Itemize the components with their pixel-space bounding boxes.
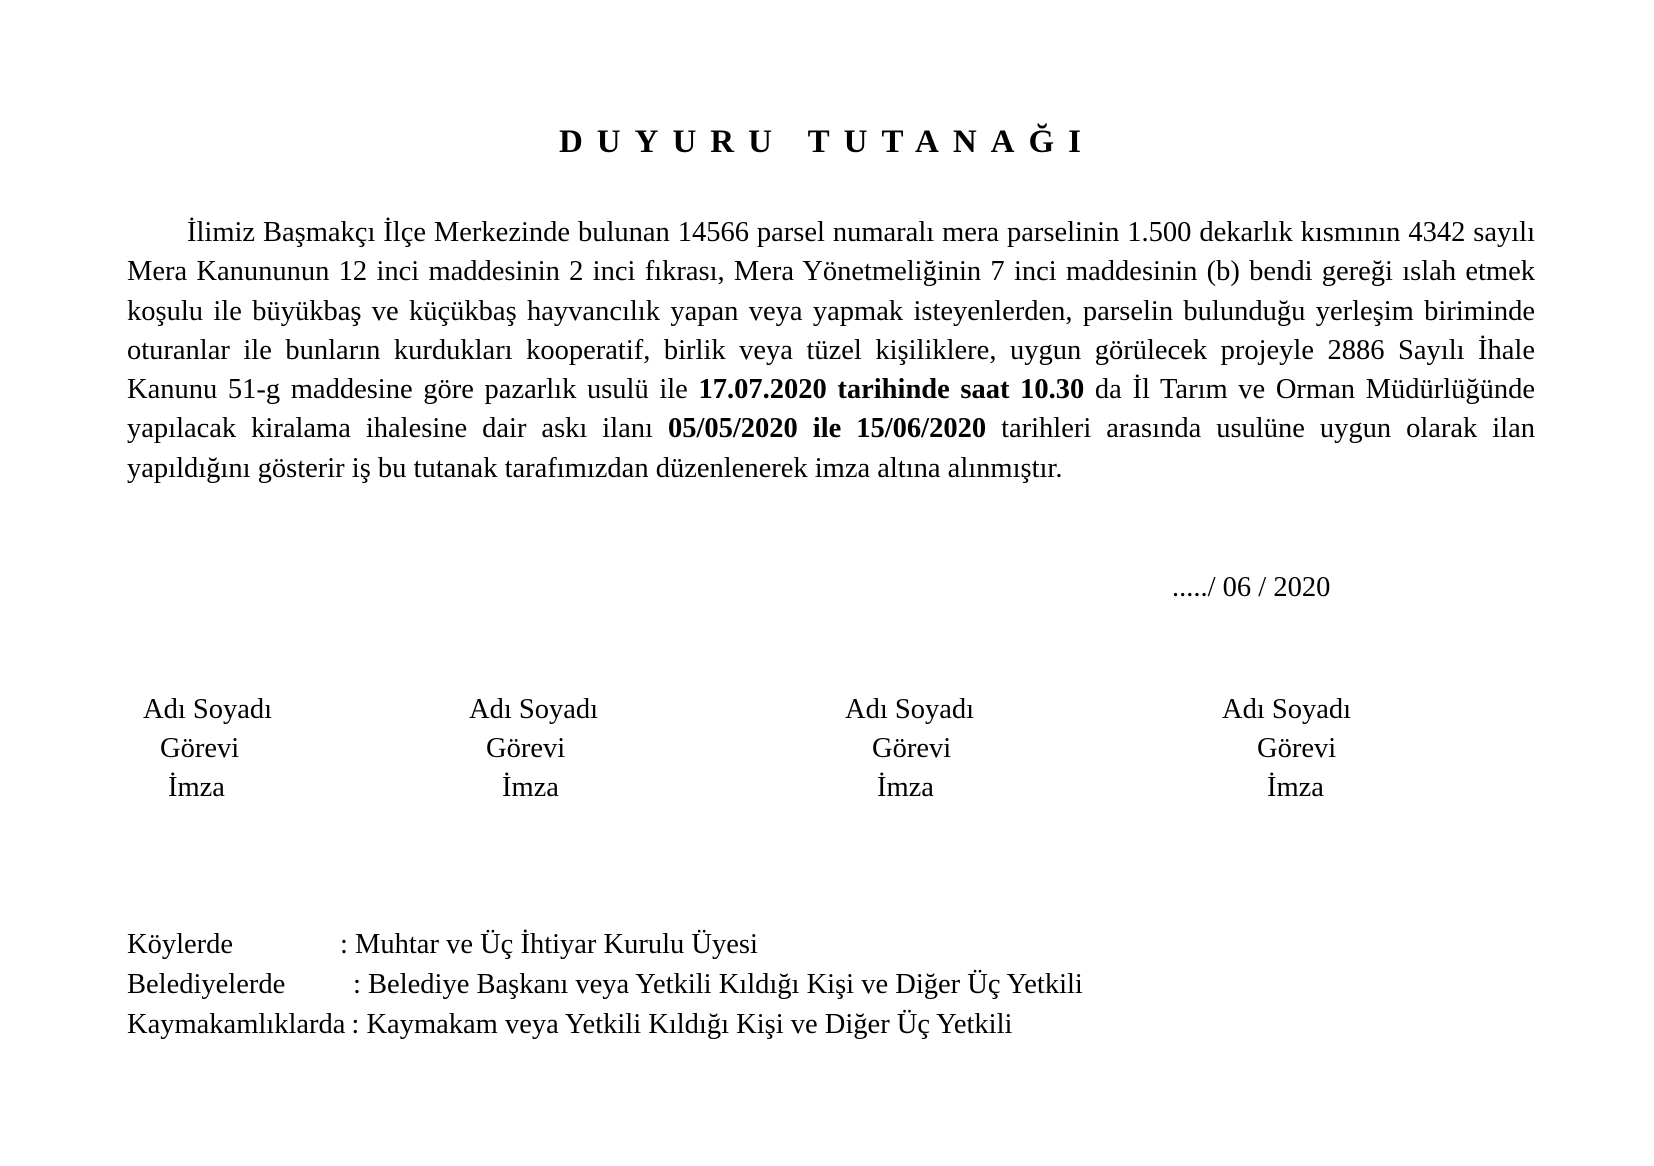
signature-block-4 — [1222, 690, 1442, 807]
announcement-body — [127, 213, 1535, 488]
signature-name-label: Adı Soyadı — [469, 694, 599, 725]
footer-row-belediyelerde — [127, 965, 1083, 1005]
signature-block-2 — [469, 690, 689, 807]
posting-period: 05/05/2020 ile 15/06/2020 — [667, 413, 987, 445]
signature-role-label: Görevi — [160, 733, 240, 764]
document-date: ...../ 06 / 2020 — [1172, 572, 1331, 603]
signature-sign-label: İmza — [168, 772, 225, 803]
footer-label: Belediyelerde — [127, 969, 286, 1000]
body-text-part-3: tarihleri arasında usulüne uygun olarak ilan yapıldığını gösterir iş bu tutanak tarafımızdan düzenlenerek imza altına alınmıştır. — [127, 413, 1535, 484]
footer-row-kaymakamliklarda — [127, 1005, 1012, 1045]
footer-value: : Muhtar ve Üç İhtiyar Kurulu Üyesi — [340, 929, 758, 960]
signature-role-label: Görevi — [872, 733, 952, 764]
footer-row-koylerde — [127, 925, 758, 965]
signature-sign-label: İmza — [877, 772, 934, 803]
signature-block-1 — [143, 690, 363, 807]
body-text-part-2: da İl Tarım ve Orman Müdürlüğünde yapılacak kiralama ihalesine dair askı ilanı — [127, 374, 1536, 445]
footer-value: : Belediye Başkanı veya Yetkili Kıldığı Kişi ve Diğer Üç Yetkili — [353, 969, 1083, 1000]
signature-role-label: Görevi — [486, 733, 566, 764]
signature-name-label: Adı Soyadı — [845, 694, 975, 725]
signature-name-label: Adı Soyadı — [1222, 694, 1352, 725]
signature-name-label: Adı Soyadı — [143, 694, 273, 725]
signature-sign-label: İmza — [1267, 772, 1324, 803]
footer-label: Kaymakamlıklarda — [127, 1009, 346, 1040]
auction-date-time: 17.07.2020 tarihinde saat 10.30 — [698, 374, 1085, 406]
signature-role-label: Görevi — [1257, 733, 1337, 764]
footer-value: : Kaymakam veya Yetkili Kıldığı Kişi ve Diğer Üç Yetkili — [351, 1009, 1013, 1040]
signature-block-3 — [845, 690, 1065, 807]
document-title: DUYURU TUTANAĞI — [558, 124, 1096, 160]
signature-sign-label: İmza — [502, 772, 559, 803]
footer-label: Köylerde — [127, 929, 234, 960]
body-text-part-1: İlimiz Başmakçı İlçe Merkezinde bulunan 14566 parsel numaralı mera parselinin 1.500 dekarlık kısmının 4342 sayılı Mera Kanununun 12 inci maddesinin 2 inci fıkrası, Mera Yönetmeliğinin 7 inci maddesinin (b) bendi gereği ıslah etmek koşulu ile büyükbaş ve küçükbaş hayvancılık yapan veya yapmak isteyenlerden, parselin bulunduğu yerleşim biriminde oturanlar ile bunların kurdukları kooperatif, birlik veya tüzel kişiliklere, uygun görülecek projeyle 2886 Sayılı İhale Kanunu 51-g maddesine göre pazarlık usulü ile — [127, 217, 1535, 406]
